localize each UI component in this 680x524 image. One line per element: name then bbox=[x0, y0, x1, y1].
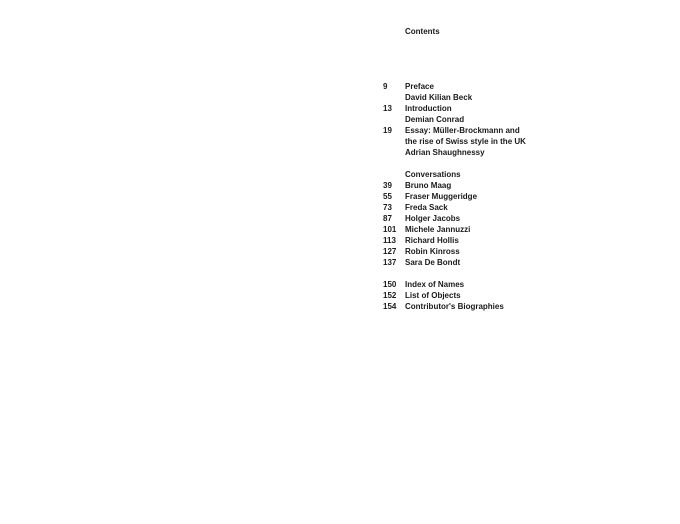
page-number bbox=[383, 136, 405, 147]
page-number: 154 bbox=[383, 302, 397, 311]
toc-entry bbox=[383, 202, 643, 213]
page-number: 19 bbox=[383, 126, 392, 135]
toc-entry bbox=[383, 235, 643, 246]
toc-entry bbox=[383, 81, 643, 92]
entry-line: Adrian Shaughnessy bbox=[405, 148, 485, 157]
toc-entry bbox=[383, 125, 643, 136]
page-number: 87 bbox=[383, 214, 392, 223]
toc-entry-continuation bbox=[383, 114, 643, 125]
page-number: 137 bbox=[383, 258, 397, 267]
section-title-row bbox=[383, 169, 643, 180]
entry-title: Fraser Muggeridge bbox=[405, 192, 478, 201]
page-number: 150 bbox=[383, 280, 397, 289]
page-number: 73 bbox=[383, 203, 392, 212]
page-number bbox=[383, 92, 405, 103]
entry-line: David Kilian Beck bbox=[405, 93, 473, 102]
section-spacer bbox=[383, 268, 643, 279]
page-number: 9 bbox=[383, 82, 388, 91]
toc-entry bbox=[383, 224, 643, 235]
page-number: 127 bbox=[383, 247, 397, 256]
page-number: 101 bbox=[383, 225, 397, 234]
entry-title: Contributor's Biographies bbox=[405, 302, 504, 311]
entry-title: Richard Hollis bbox=[405, 236, 459, 245]
entry-title: Robin Kinross bbox=[405, 247, 460, 256]
toc-entry bbox=[383, 180, 643, 191]
toc-entry bbox=[383, 213, 643, 224]
page-number: 39 bbox=[383, 181, 392, 190]
page-number-empty bbox=[383, 169, 405, 180]
contents-heading: Contents bbox=[405, 27, 440, 36]
entry-title: Freda Sack bbox=[405, 203, 448, 212]
toc-entry-continuation bbox=[383, 136, 643, 147]
page-number: 13 bbox=[383, 104, 392, 113]
entry-title: Introduction bbox=[405, 104, 452, 113]
toc-entry-continuation bbox=[383, 147, 643, 158]
entry-line: Demian Conrad bbox=[405, 115, 465, 124]
toc-entry bbox=[383, 301, 643, 312]
entry-title: Michele Jannuzzi bbox=[405, 225, 471, 234]
entry-title: Bruno Maag bbox=[405, 181, 452, 190]
page-number bbox=[383, 147, 405, 158]
toc-entry bbox=[383, 279, 643, 290]
table-of-contents bbox=[383, 81, 643, 312]
toc-entry bbox=[383, 290, 643, 301]
page-number bbox=[383, 114, 405, 125]
entry-title: List of Objects bbox=[405, 291, 461, 300]
page-number: 55 bbox=[383, 192, 392, 201]
section-spacer bbox=[383, 158, 643, 169]
toc-entry-continuation bbox=[383, 92, 643, 103]
entry-title: Index of Names bbox=[405, 280, 465, 289]
entry-title: Sara De Bondt bbox=[405, 258, 461, 267]
page-number: 113 bbox=[383, 236, 396, 245]
toc-entry bbox=[383, 191, 643, 202]
entry-title: Essay: Müller-Brockmann and bbox=[405, 126, 520, 135]
toc-entry bbox=[383, 103, 643, 114]
entry-title: Preface bbox=[405, 82, 434, 91]
entry-line: the rise of Swiss style in the UK bbox=[405, 137, 526, 146]
entry-title: Holger Jacobs bbox=[405, 214, 461, 223]
page-number: 152 bbox=[383, 291, 397, 300]
toc-entry bbox=[383, 257, 643, 268]
section-title: Conversations bbox=[405, 170, 461, 179]
toc-entry bbox=[383, 246, 643, 257]
